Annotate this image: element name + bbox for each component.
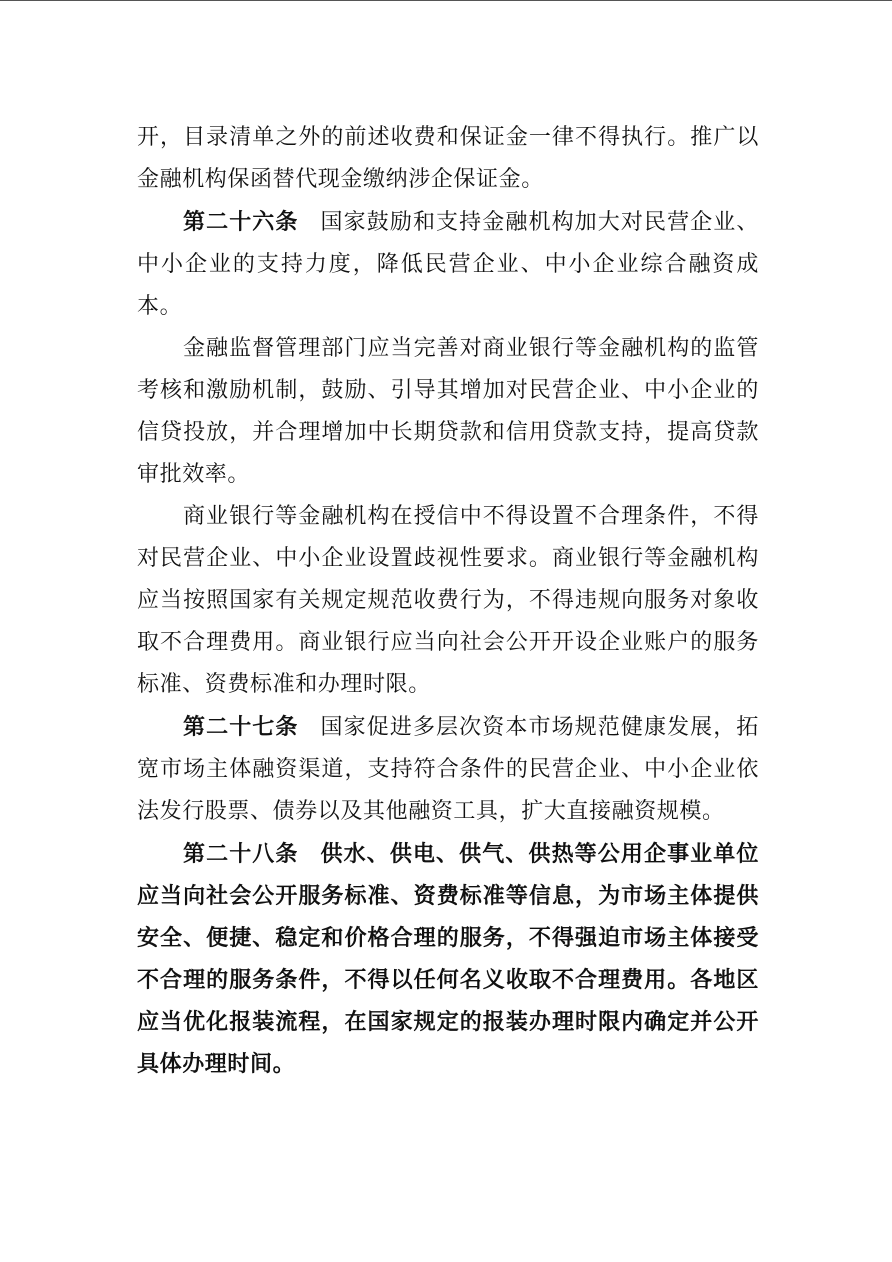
paragraph-text: 供水、供电、供气、供热等公用企事业单位应当向社会公开服务标准、资费标准等信息，为市场主体提供安全、便捷、稳定和价格合理的服务，不得强迫市场主体接受不合理的服务条件，不得以任何名义收取不合理费用。各地区应当优化报装流程，在国家规定的报装办理时限内确定并公开具体办理时间。 — [137, 841, 759, 1077]
paragraph-continuation — [137, 117, 759, 201]
paragraph-text: 国家鼓励和支持金融机构加大对民营企业、中小企业的支持力度，降低民营企业、中小企业综合融资成本。 — [137, 210, 759, 319]
article-number: 第二十八条 — [183, 841, 299, 867]
article-26-paragraph-3 — [137, 496, 759, 706]
document-page — [137, 117, 759, 1085]
article-number: 第二十六条 — [183, 209, 299, 235]
article-26 — [137, 201, 759, 328]
article-26-paragraph-2 — [137, 328, 759, 496]
paragraph-text: 商业银行等金融机构在授信中不得设置不合理条件，不得对民营企业、中小企业设置歧视性要求。商业银行等金融机构应当按照国家有关规定规范收费行为，不得违规向服务对象收取不合理费用。商业银行应当向社会公开开设企业账户的服务标准、资费标准和办理时限。 — [137, 504, 759, 697]
paragraph-text: 国家促进多层次资本市场规范健康发展，拓宽市场主体融资渠道，支持符合条件的民营企业、中小企业依法发行股票、债券以及其他融资工具，扩大直接融资规模。 — [137, 715, 759, 824]
article-number: 第二十七条 — [183, 714, 299, 740]
paragraph-text: 金融监督管理部门应当完善对商业银行等金融机构的监管考核和激励机制，鼓励、引导其增加对民营企业、中小企业的信贷投放，并合理增加中长期贷款和信用贷款支持，提高贷款审批效率。 — [137, 336, 759, 487]
top-border-line — [0, 0, 892, 1]
article-28 — [137, 833, 759, 1085]
article-27 — [137, 706, 759, 833]
paragraph-text: 开，目录清单之外的前述收费和保证金一律不得执行。推广以金融机构保函替代现金缴纳涉企保证金。 — [137, 125, 759, 192]
